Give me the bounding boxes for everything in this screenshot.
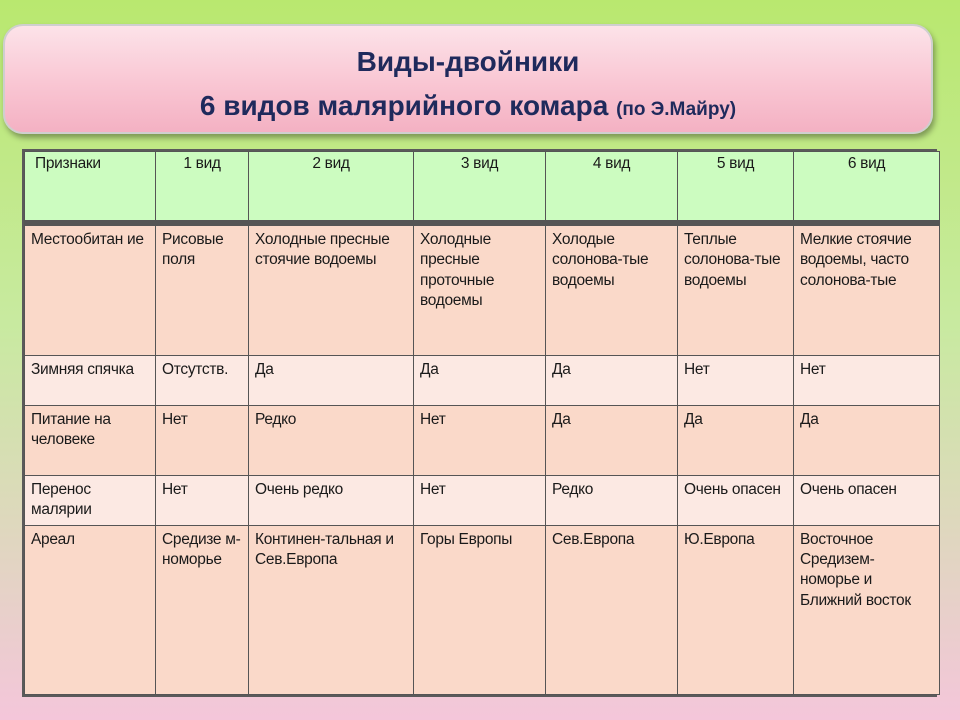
table-cell: Отсутств. <box>156 355 249 405</box>
table-cell: Средизе м-номорье <box>156 525 249 695</box>
table-cell: Ю.Европа <box>678 525 794 695</box>
table-cell: Сев.Европа <box>546 525 678 695</box>
table-cell: Да <box>794 405 940 475</box>
table-cell: Горы Европы <box>414 525 546 695</box>
header-species-5: 5 вид <box>678 152 794 224</box>
species-table-frame <box>22 149 937 697</box>
table-row-malaria-transfer <box>25 475 940 525</box>
subtitle-source: (по Э.Майру) <box>616 99 737 120</box>
table-cell: Очень редко <box>249 475 414 525</box>
table-cell: Холодные пресные проточные водоемы <box>414 223 546 355</box>
table-cell: Нет <box>156 405 249 475</box>
table-cell: Да <box>678 405 794 475</box>
table-cell: Теплые солонова-тые водоемы <box>678 223 794 355</box>
row-label-range: Ареал <box>25 525 156 695</box>
slide-subtitle <box>5 90 931 122</box>
table-cell: Редко <box>546 475 678 525</box>
row-label-hibernation: Зимняя спячка <box>25 355 156 405</box>
table-cell: Нет <box>678 355 794 405</box>
table-row-habitat <box>25 223 940 355</box>
table-cell: Нет <box>156 475 249 525</box>
table-cell: Очень опасен <box>678 475 794 525</box>
table-cell: Континен-тальная и Сев.Европа <box>249 525 414 695</box>
table-cell: Восточное Средизем-номорье и Ближний восток <box>794 525 940 695</box>
table-cell: Холодные пресные стоячие водоемы <box>249 223 414 355</box>
table-cell: Нет <box>794 355 940 405</box>
header-species-1: 1 вид <box>156 152 249 224</box>
header-species-2: 2 вид <box>249 152 414 224</box>
table-row-feeding <box>25 405 940 475</box>
table-row-range <box>25 525 940 695</box>
species-table <box>24 151 940 695</box>
table-cell: Рисовые поля <box>156 223 249 355</box>
title-banner <box>3 24 933 134</box>
table-cell: Мелкие стоячие водоемы, часто солонова-тые <box>794 223 940 355</box>
header-feature: Признаки <box>25 152 156 224</box>
row-label-feeding: Питание на человеке <box>25 405 156 475</box>
table-cell: Да <box>546 405 678 475</box>
table-cell: Редко <box>249 405 414 475</box>
table-cell: Нет <box>414 475 546 525</box>
table-cell: Холодые солонова-тые водоемы <box>546 223 678 355</box>
slide-title: Виды-двойники <box>356 46 580 77</box>
header-species-3: 3 вид <box>414 152 546 224</box>
table-cell: Да <box>546 355 678 405</box>
table-cell: Очень опасен <box>794 475 940 525</box>
table-cell: Нет <box>414 405 546 475</box>
row-label-malaria-transfer: Перенос малярии <box>25 475 156 525</box>
header-species-6: 6 вид <box>794 152 940 224</box>
subtitle-main: 6 видов малярийного комара <box>199 90 609 121</box>
table-cell: Да <box>249 355 414 405</box>
table-cell: Да <box>414 355 546 405</box>
table-row-hibernation <box>25 355 940 405</box>
header-species-4: 4 вид <box>546 152 678 224</box>
row-label-habitat: Местообитан ие <box>25 223 156 355</box>
table-header-row <box>25 152 940 224</box>
